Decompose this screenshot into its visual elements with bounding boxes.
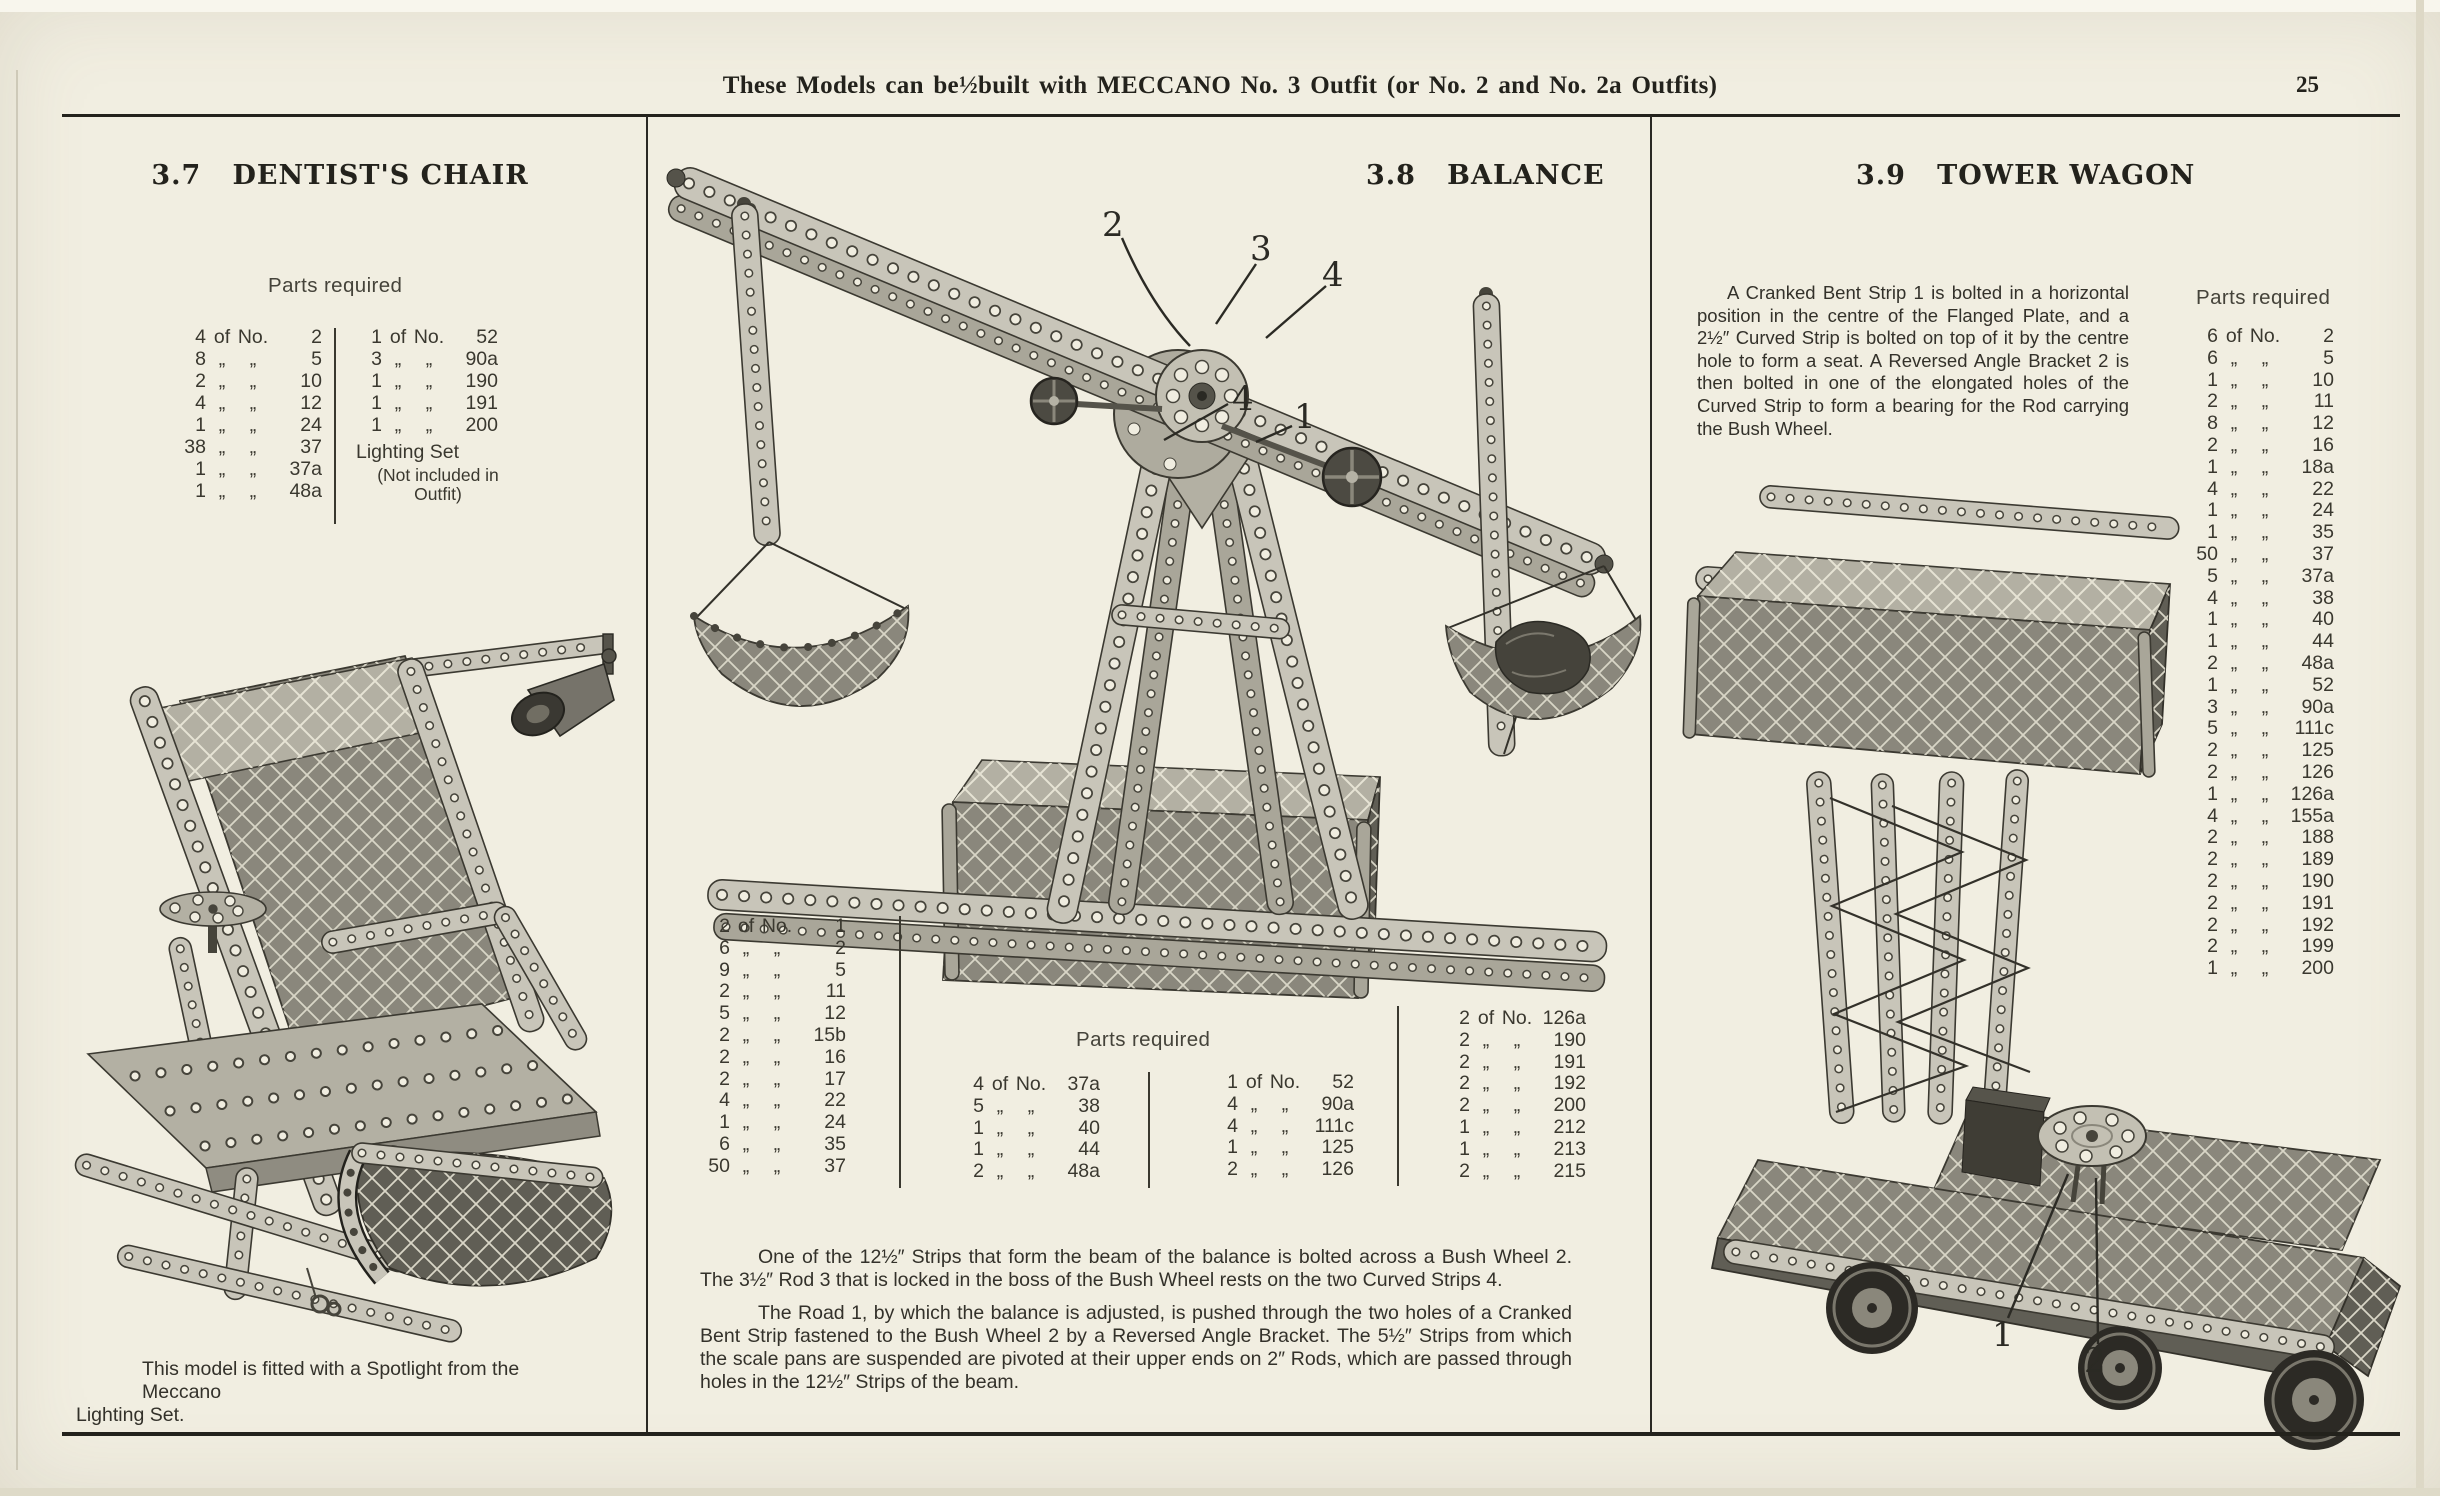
- parts-row: 1 „ „ 44: [973, 1138, 1100, 1161]
- parts-row: 1 „ „ 212: [1459, 1115, 1586, 1138]
- parts-table-balance-col2: [950, 1074, 1100, 1183]
- callout-3: 3: [1250, 229, 1272, 269]
- parts-row: 3 „ „ 90a: [2207, 695, 2334, 718]
- chair-caption: [76, 1358, 600, 1427]
- parts-row: 1 „ „ 125: [1227, 1136, 1354, 1159]
- parts-row: 1 of No. 52: [1227, 1071, 1354, 1093]
- parts-required-label-chair: Parts required: [268, 274, 403, 297]
- parts-row: 2 „ „ 126: [1227, 1158, 1354, 1181]
- scan-edge-right: [2416, 0, 2424, 1496]
- parts-row: 4 „ „ 38: [2207, 586, 2334, 609]
- parts-row: 1 „ „ 44: [2207, 630, 2334, 653]
- parts-row: 5 „ „ 38: [973, 1094, 1100, 1117]
- lighting-set-block: [352, 438, 524, 504]
- parts-row: 6 „ „ 2: [719, 936, 846, 959]
- callout-4a: 4: [1322, 255, 1344, 295]
- parts-row: 2 „ „ 199: [2207, 935, 2334, 958]
- callout-leader-2: [1122, 238, 1190, 346]
- parts-row: 4 „ „ 12: [195, 392, 322, 414]
- parts-table-balance-col1: [696, 916, 846, 1178]
- parts-row: 4 „ „ 22: [2207, 477, 2334, 500]
- parts-row: 2 „ „ 48a: [2207, 651, 2334, 674]
- parts-row: 6 „ „ 35: [719, 1132, 846, 1155]
- parts-row: 1 of No. 52: [371, 326, 498, 348]
- column-divider-right: [1650, 116, 1652, 1432]
- parts-row: 2 „ „ 11: [719, 980, 846, 1003]
- parts-row: 4 of No. 2: [195, 326, 322, 348]
- beam-end-left: [667, 169, 685, 187]
- column-divider-left: [646, 116, 648, 1432]
- parts-row: 6 of No. 2: [2207, 325, 2334, 347]
- parts-row: 2 „ „ 126: [2207, 760, 2334, 783]
- scan-edge-left: [16, 70, 18, 1470]
- parts-row: 1 „ „ 200: [2207, 957, 2334, 980]
- parts-row: 1 „ „ 40: [973, 1116, 1100, 1139]
- parts-row: 1 „ „ 213: [1459, 1137, 1586, 1160]
- parts-row: 4 „ „ 155a: [2207, 804, 2334, 827]
- parts-row: 1 „ „ 24: [195, 414, 322, 436]
- parts-row: 1 „ „ 52: [2207, 673, 2334, 696]
- lighting-set-label: Lighting Set: [356, 441, 459, 463]
- balance-table-divider-2: [1148, 1072, 1150, 1188]
- balance-paragraph-2: The Road 1, by which the balance is adjusted, is pushed through the two holes of a Cranked Bent Strip fastened to the Bush Wheel 2 by a Reversed Angle Bracket. The 5½″ Strips from which the scale pans are suspended are pivoted at their upper ends on 2″ Rods, which are passed through holes in the 12½″ Strips of the beam.: [700, 1302, 1572, 1393]
- tower-strip-1: [1806, 771, 1854, 1124]
- toolbox-front: [1962, 1100, 2044, 1186]
- parts-row: 1 „ „ 24: [719, 1111, 846, 1134]
- parts-table-balance-col3: [1204, 1072, 1354, 1181]
- parts-table-balance-col4: [1436, 1008, 1586, 1182]
- title-balance: 3.8 BALANCE: [1366, 160, 1605, 191]
- page-header: These Models can be½built with MECCANO No. 3 Outfit (or No. 2 and No. 2a Outfits): [722, 72, 1718, 99]
- parts-row: 2 „ „ 125: [2207, 739, 2334, 762]
- chair-caption-line2: Lighting Set.: [76, 1404, 185, 1426]
- parts-row: 4 „ „ 22: [719, 1089, 846, 1112]
- callout-2: 2: [1102, 205, 1124, 245]
- callout-leader-4a: [1266, 286, 1326, 338]
- balance-paragraph-1: One of the 12½″ Strips that form the beam of the balance is bolted across a Bush Wheel 2. The 3½″ Rod 3 that is locked in the boss of the Bush Wheel rests on the two Curved Strips 4.: [700, 1246, 1572, 1291]
- parts-row: 1 „ „ 40: [2207, 608, 2334, 631]
- parts-row: 4 of No. 37a: [973, 1073, 1100, 1095]
- balance-table-divider-3: [1397, 1006, 1399, 1186]
- title-dentists-chair: 3.7 DENTIST'S CHAIR: [151, 160, 529, 191]
- parts-row: 2 „ „ 191: [2207, 891, 2334, 914]
- parts-row: 2 „ „ 15b: [719, 1023, 846, 1046]
- parts-row: 1 „ „ 48a: [195, 480, 322, 502]
- parts-row: 2 „ „ 191: [1459, 1050, 1586, 1073]
- parts-row: 2 „ „ 192: [2207, 913, 2334, 936]
- platform-rail-rear: [1759, 485, 2179, 540]
- parts-row: 2 „ „ 190: [2207, 869, 2334, 892]
- parts-row: 1 „ „ 126a: [2207, 782, 2334, 805]
- parts-row: 4 „ „ 111c: [1227, 1114, 1354, 1137]
- chair-caption-line1: This model is fitted with a Spotlight from the Meccano: [142, 1358, 520, 1403]
- parts-row: 2 „ „ 192: [1459, 1072, 1586, 1095]
- parts-row: 2 „ „ 189: [2207, 848, 2334, 871]
- beam-end-right: [1595, 555, 1613, 573]
- balance-table-divider-1: [899, 916, 901, 1188]
- parts-row: 1 „ „ 10: [2207, 368, 2334, 391]
- parts-row: 50 „ „ 37: [708, 1154, 846, 1177]
- parts-row: 1 „ „ 191: [371, 392, 498, 414]
- wagon-callout-1: 1: [1992, 1315, 2014, 1355]
- wagon-callout-2: 2: [2084, 1341, 2106, 1381]
- parts-row: 1 „ „ 200: [371, 414, 498, 436]
- parts-row: 3 „ „ 90a: [371, 348, 498, 370]
- lighting-note-line1: (Not included in: [377, 465, 499, 485]
- callout-4b: 4: [1232, 379, 1254, 419]
- parts-row: 8 „ „ 12: [2207, 412, 2334, 435]
- parts-row: 2 „ „ 48a: [973, 1160, 1100, 1183]
- parts-row: 5 „ „ 111c: [2207, 717, 2334, 740]
- parts-row: 50 „ „ 37: [2196, 542, 2334, 565]
- parts-row: 5 „ „ 12: [719, 1002, 846, 1025]
- parts-row: 1 „ „ 37a: [195, 458, 322, 480]
- parts-row: 2 „ „ 16: [719, 1045, 846, 1068]
- wheel-rear: [1826, 1262, 1918, 1354]
- header-rule: [62, 114, 2400, 117]
- parts-row: 2 „ „ 11: [2207, 390, 2334, 413]
- parts-row: 9 „ „ 5: [719, 958, 846, 981]
- parts-row: 1 „ „ 35: [2207, 521, 2334, 544]
- parts-row: 8 „ „ 5: [195, 348, 322, 370]
- lighting-note-line2: Outfit): [414, 484, 462, 504]
- parts-row: 2 of No. 1: [719, 915, 846, 937]
- parts-table-chair-divider: [334, 328, 336, 524]
- parts-row: 5 „ „ 37a: [2207, 564, 2334, 587]
- balance-illustration: [650, 114, 1648, 1022]
- parts-row: 38 „ „ 37: [184, 436, 322, 458]
- callout-1: 1: [1294, 397, 1316, 437]
- parts-row: 1 „ „ 24: [2207, 499, 2334, 522]
- parts-table-chair-col1: [172, 326, 322, 502]
- parts-row: 2 „ „ 200: [1459, 1094, 1586, 1117]
- parts-row: 1 „ „ 18a: [2207, 455, 2334, 478]
- scan-edge-bottom: [0, 1488, 2440, 1496]
- parts-required-label-wagon: Parts required: [2196, 286, 2331, 309]
- parts-row: 4 „ „ 90a: [1227, 1092, 1354, 1115]
- tower-wagon-description: A Cranked Bent Strip 1 is bolted in a horizontal position in the centre of the Flanged Plate, and a 2½″ Curved Strip is bolted on top of it by the centre hole to form a seat. A Reversed Angle Bracket 2 is then bolted in one of the elongated holes of the Curved Strip to form a bearing for the Rod carrying the Bush Wheel.: [1697, 282, 2129, 439]
- callout-leader-3: [1216, 264, 1256, 324]
- parts-row: 2 „ „ 215: [1459, 1159, 1586, 1182]
- parts-row: 2 „ „ 10: [195, 370, 322, 392]
- footer-rule: [62, 1432, 2400, 1436]
- lamp-knob: [602, 649, 616, 663]
- parts-row: 2 „ „ 190: [1459, 1028, 1586, 1051]
- page-number: 25: [2296, 72, 2319, 97]
- parts-required-label-balance: Parts required: [1076, 1028, 1211, 1051]
- parts-row: 1 „ „ 190: [371, 370, 498, 392]
- parts-row: 2 „ „ 17: [719, 1067, 846, 1090]
- parts-table-wagon: [2184, 326, 2334, 980]
- left-pan-threads: [696, 542, 904, 618]
- title-tower-wagon: 3.9 TOWER WAGON: [1856, 160, 2196, 191]
- parts-row: 6 „ „ 5: [2207, 346, 2334, 369]
- parts-row: 2 „ „ 16: [2207, 433, 2334, 456]
- parts-row: 2 „ „ 188: [2207, 826, 2334, 849]
- dentists-chair-illustration: [60, 606, 626, 1344]
- scan-edge-top: [0, 0, 2440, 12]
- parts-table-chair-col2: [348, 326, 498, 436]
- parts-row: 2 of No. 126a: [1459, 1007, 1586, 1029]
